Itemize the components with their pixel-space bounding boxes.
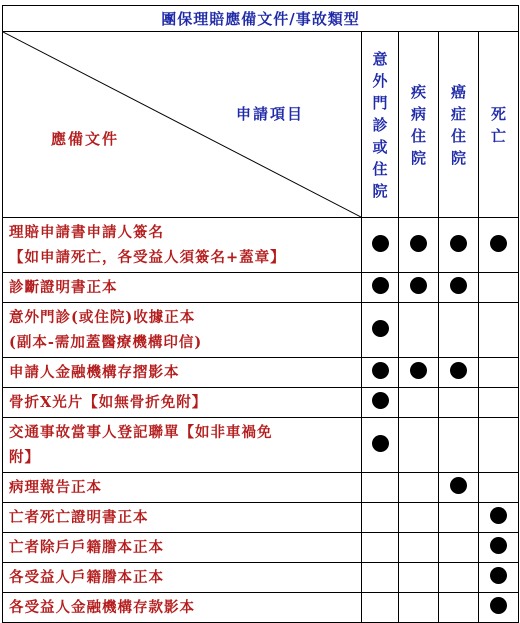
document-name-line: 骨折X光片【如無骨折免附】 xyxy=(9,394,208,411)
document-name-cell xyxy=(3,358,362,388)
column-header-text: 疾 病 住 院 xyxy=(410,82,426,167)
document-name-line: 理賠申請書申請人簽名 xyxy=(9,224,164,241)
required-dot-icon xyxy=(410,277,427,294)
requirement-cell xyxy=(479,503,519,533)
required-dot-icon xyxy=(372,362,389,379)
document-name-line: 附】 xyxy=(9,449,40,466)
requirement-cell xyxy=(439,473,479,503)
required-dot-icon xyxy=(450,362,467,379)
diagonal-header-cell xyxy=(3,32,362,218)
documents-table xyxy=(2,5,519,623)
requirement-cell xyxy=(479,218,519,273)
column-header-illness xyxy=(399,32,439,218)
required-dot-icon xyxy=(372,320,389,337)
document-name-line: (副本-需加蓋醫療機構印信) xyxy=(9,334,203,351)
table-row xyxy=(3,503,519,533)
required-dot-icon xyxy=(450,277,467,294)
requirement-cell xyxy=(399,303,439,358)
requirement-cell xyxy=(362,273,399,303)
requirement-cell xyxy=(479,358,519,388)
required-dot-icon xyxy=(372,435,389,452)
document-name-cell xyxy=(3,563,362,593)
required-dot-icon xyxy=(490,235,507,252)
required-dot-icon xyxy=(372,392,389,409)
document-name-cell xyxy=(3,303,362,358)
column-header-text: 死 亡 xyxy=(491,104,507,145)
requirement-cell xyxy=(439,533,479,563)
document-name-line: 各受益人金融機構存款影本 xyxy=(9,599,195,616)
required-dot-icon xyxy=(410,235,427,252)
requirement-cell xyxy=(439,358,479,388)
requirement-cell xyxy=(479,418,519,473)
requirement-cell xyxy=(362,503,399,533)
document-name-line: 意外門診(或住院)收據正本 xyxy=(9,309,196,326)
table-row xyxy=(3,533,519,563)
requirement-cell xyxy=(399,388,439,418)
document-name-cell xyxy=(3,218,362,273)
column-header-death xyxy=(479,32,519,218)
document-name-line: 各受益人戶籍謄本正本 xyxy=(9,569,164,586)
required-docs-label: 應備文件 xyxy=(51,130,120,148)
requirement-cell xyxy=(479,303,519,358)
document-name-cell xyxy=(3,473,362,503)
document-name-cell xyxy=(3,503,362,533)
requirement-cell xyxy=(362,533,399,563)
document-name-cell xyxy=(3,273,362,303)
requirement-cell xyxy=(362,303,399,358)
requirement-cell xyxy=(479,273,519,303)
requirement-cell xyxy=(439,388,479,418)
requirement-cell xyxy=(399,533,439,563)
requirement-cell xyxy=(362,473,399,503)
requirement-cell xyxy=(479,473,519,503)
table-row xyxy=(3,388,519,418)
table-title: 團保理賠應備文件/事故類型 xyxy=(3,6,519,32)
requirement-cell xyxy=(362,418,399,473)
column-header-text: 意 外 門 診 或 住 院 xyxy=(372,49,388,200)
document-name-line: 病理報告正本 xyxy=(9,479,102,496)
requirement-cell xyxy=(362,563,399,593)
required-dot-icon xyxy=(410,362,427,379)
document-name-line: 【如申請死亡，各受益人須簽名+蓋章】 xyxy=(9,249,286,266)
requirement-cell xyxy=(399,473,439,503)
required-dot-icon xyxy=(490,567,507,584)
document-name-cell xyxy=(3,533,362,563)
document-name-cell xyxy=(3,388,362,418)
required-dot-icon xyxy=(450,235,467,252)
requirement-cell xyxy=(399,563,439,593)
requirement-cell xyxy=(399,358,439,388)
requirement-cell xyxy=(439,563,479,593)
table-row xyxy=(3,563,519,593)
column-header-accident xyxy=(362,32,399,218)
required-dot-icon xyxy=(372,277,389,294)
title-row xyxy=(3,6,519,32)
document-name-line: 亡者死亡證明書正本 xyxy=(9,509,149,526)
required-dot-icon xyxy=(490,537,507,554)
required-dot-icon xyxy=(490,507,507,524)
column-header-cancer xyxy=(439,32,479,218)
apply-item-label: 申請項目 xyxy=(236,105,305,123)
table-row xyxy=(3,358,519,388)
required-dot-icon xyxy=(372,235,389,252)
required-dot-icon xyxy=(490,597,507,614)
requirement-cell xyxy=(399,218,439,273)
requirement-cell xyxy=(439,418,479,473)
requirement-cell xyxy=(439,218,479,273)
requirement-cell xyxy=(362,388,399,418)
requirement-cell xyxy=(399,418,439,473)
required-dot-icon xyxy=(450,477,467,494)
table-body xyxy=(3,6,519,623)
requirement-cell xyxy=(439,503,479,533)
document-name-line: 診斷證明書正本 xyxy=(9,279,118,296)
diagonal-line xyxy=(3,32,361,217)
requirement-cell xyxy=(362,218,399,273)
column-header-text: 癌 症 住 院 xyxy=(450,82,466,167)
requirement-cell xyxy=(439,273,479,303)
requirement-cell xyxy=(439,303,479,358)
requirement-cell xyxy=(399,273,439,303)
requirement-cell xyxy=(479,533,519,563)
table-row xyxy=(3,273,519,303)
table-row xyxy=(3,418,519,473)
table-row xyxy=(3,218,519,273)
document-name-line: 交通事故當事人登記聯單【如非車禍免 xyxy=(9,424,273,441)
requirement-cell xyxy=(362,358,399,388)
header-row xyxy=(3,32,519,218)
requirement-cell xyxy=(479,388,519,418)
document-name-line: 亡者除戶戶籍謄本正本 xyxy=(9,539,164,556)
requirement-cell xyxy=(399,503,439,533)
document-name-cell xyxy=(3,418,362,473)
document-name-line: 申請人金融機構存摺影本 xyxy=(9,364,180,381)
table-row xyxy=(3,473,519,503)
table-row xyxy=(3,303,519,358)
requirement-cell xyxy=(479,563,519,593)
